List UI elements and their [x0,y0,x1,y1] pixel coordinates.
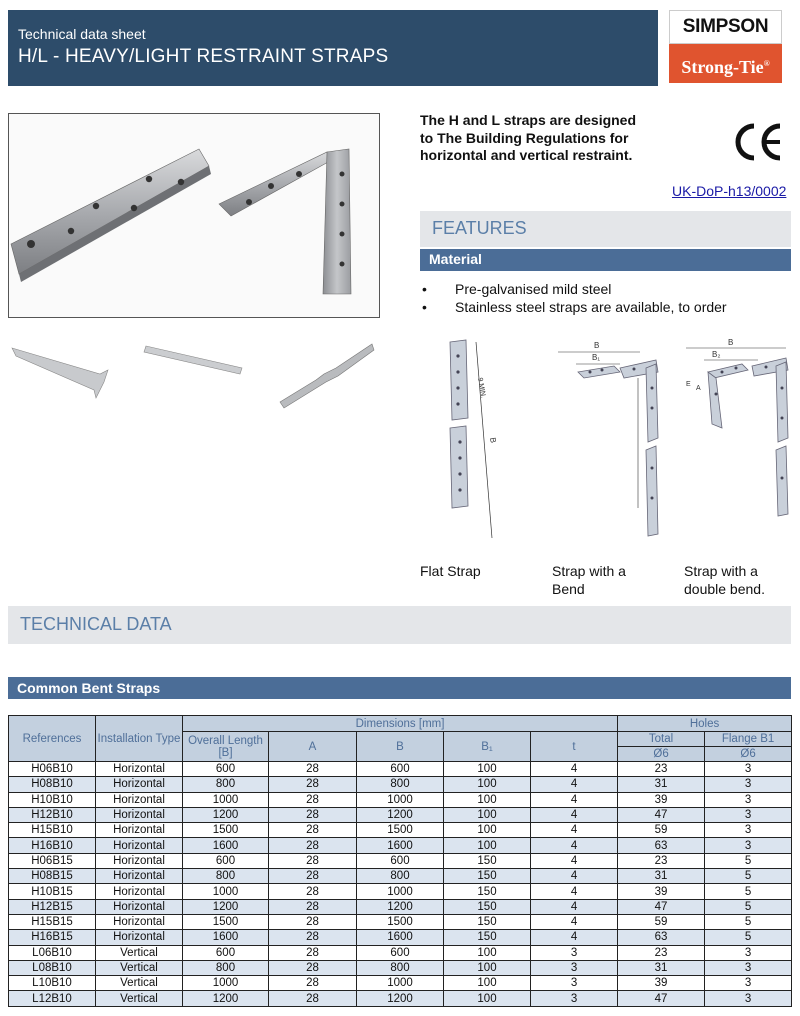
table-cell: 1200 [357,991,444,1006]
table-cell: 150 [444,899,531,914]
table-cell: 3 [705,807,792,822]
table-cell: 1500 [183,823,269,838]
table-cell: 4 [531,884,618,899]
col-flange-diameter: Ø6 [705,747,792,762]
bent-strap-diagram [550,338,660,553]
table-cell: Horizontal [96,914,183,929]
header-banner [8,10,658,86]
table-cell: 28 [269,807,357,822]
table-cell: 5 [705,884,792,899]
table-cell: 1200 [183,899,269,914]
table-cell: 63 [618,930,705,945]
table-cell: H10B15 [9,884,96,899]
table-cell: Horizontal [96,762,183,777]
table-row [9,762,792,777]
thumbnail-bent-strap[interactable] [8,338,112,414]
table-cell: Vertical [96,945,183,960]
table-row [9,976,792,991]
table-cell: 5 [705,899,792,914]
table-cell: 1000 [357,792,444,807]
table-cell: 1000 [357,976,444,991]
table-cell: 3 [705,991,792,1006]
header-subtitle: Technical data sheet [18,26,146,42]
table-cell: H06B10 [9,762,96,777]
table-cell: Vertical [96,991,183,1006]
logo-bottom [669,44,782,83]
table-cell: 39 [618,792,705,807]
thumbnail-bent-strap-graphic [8,338,112,414]
table-cell: 1600 [357,838,444,853]
intro-text: The H and L straps are designed to The Building Regulations for horizontal and vertical restraint. [420,112,637,163]
bent-strap-caption: Strap with a Bend [552,563,626,597]
col-t: t [531,732,618,762]
table-cell: 1200 [183,807,269,822]
table-row [9,899,792,914]
table-cell: 5 [705,853,792,868]
table-cell: 100 [444,991,531,1006]
table-cell: 3 [705,777,792,792]
table-cell: 28 [269,930,357,945]
double-bend-diagram [682,338,792,553]
col-installation: Installation Type [96,716,183,762]
table-cell: 3 [531,991,618,1006]
col-holes: Holes [618,716,792,732]
thumbnail-flat-strap-graphic [142,338,246,414]
col-b: B [357,732,444,762]
table-cell: 100 [444,838,531,853]
table-cell: 28 [269,960,357,975]
bullet-mark: • [422,281,427,297]
table-cell: 28 [269,869,357,884]
table-cell: 100 [444,762,531,777]
strap-photo-graphic [9,114,380,318]
col-total: Total [618,732,705,747]
table-cell: 1000 [183,884,269,899]
table-row [9,914,792,929]
col-total-diameter: Ø6 [618,747,705,762]
col-b1: B₁ [444,732,531,762]
table-cell: L10B10 [9,976,96,991]
product-photo [8,113,380,318]
table-row [9,853,792,868]
table-cell: 1000 [183,792,269,807]
table-cell: H10B10 [9,792,96,807]
thumbnail-twisted-strap-graphic [276,338,380,414]
table-cell: 31 [618,869,705,884]
table-cell: H15B15 [9,914,96,929]
table-cell: H12B10 [9,807,96,822]
table-cell: Horizontal [96,823,183,838]
col-overall-length: Overall Length [B] [183,732,269,762]
table-cell: 800 [183,960,269,975]
table-cell: 1600 [183,838,269,853]
table-cell: 1000 [183,976,269,991]
table-cell: 28 [269,976,357,991]
dim-e-label: E [686,381,691,388]
table-cell: 4 [531,838,618,853]
logo-top: SIMPSON [669,10,782,44]
table-cell: 28 [269,884,357,899]
ce-mark [730,118,785,166]
table-cell: Horizontal [96,853,183,868]
table-cell: 800 [357,869,444,884]
thumbnail-flat-strap[interactable] [142,338,246,414]
table-cell: 1500 [357,823,444,838]
flat-strap-diagram [420,338,530,553]
table-cell: 3 [531,945,618,960]
table-cell: 4 [531,930,618,945]
table-cell: 800 [357,960,444,975]
table-cell: H16B15 [9,930,96,945]
table-cell: 4 [531,807,618,822]
table-cell: 3 [705,960,792,975]
table-cell: 23 [618,762,705,777]
table-cell: 3 [705,762,792,777]
double-bend-graphic [682,338,792,548]
list-item [420,298,790,316]
table-cell: 100 [444,976,531,991]
table-cell: Horizontal [96,777,183,792]
table-row [9,838,792,853]
table-cell: 31 [618,960,705,975]
table-cell: 1200 [357,899,444,914]
table-cell: 1600 [357,930,444,945]
table-cell: 4 [531,869,618,884]
table-cell: 150 [444,914,531,929]
table-cell: 47 [618,991,705,1006]
dim-b1-label: B₁ [592,353,601,362]
table-row [9,960,792,975]
bent-strap-graphic [550,338,660,548]
dim-b2-label: B₂ [712,350,721,359]
double-bend-caption: Strap with a double bend. [684,563,765,597]
thumbnail-twisted-strap[interactable] [276,338,380,414]
table-cell: 59 [618,914,705,929]
table-cell: 3 [705,823,792,838]
table-cell: 3 [531,976,618,991]
table-cell: 100 [444,777,531,792]
straps-table [8,715,792,1007]
table-row [9,792,792,807]
table-cell: 150 [444,853,531,868]
table-cell: 28 [269,853,357,868]
table-cell: 3 [705,976,792,991]
table-cell: 28 [269,823,357,838]
col-dimensions: Dimensions [mm] [183,716,618,732]
table-row [9,869,792,884]
table-cell: 150 [444,930,531,945]
logo-bottom-text: Strong-Tie [681,57,764,77]
table-cell: H12B15 [9,899,96,914]
table-cell: 800 [183,777,269,792]
table-cell: 150 [444,869,531,884]
table-cell: 800 [357,777,444,792]
table-cell: 28 [269,762,357,777]
page-title: H/L - HEAVY/LIGHT RESTRAINT STRAPS [18,46,389,67]
table-row [9,884,792,899]
flat-strap-graphic [420,338,530,548]
table-cell: 47 [618,807,705,822]
table-cell: 4 [531,853,618,868]
table-cell: 28 [269,991,357,1006]
list-item-text: Stainless steel straps are available, to order [455,299,727,315]
table-cell: 1600 [183,930,269,945]
table-cell: 4 [531,914,618,929]
table-cell: 600 [357,853,444,868]
logo-registered-mark: ® [763,59,770,68]
bullet-mark: • [422,299,427,315]
table-cell: 28 [269,792,357,807]
table-cell: 1500 [357,914,444,929]
table-row [9,991,792,1006]
table-row [9,945,792,960]
table-cell: 1200 [357,807,444,822]
table-cell: 1000 [357,884,444,899]
table-cell: L12B10 [9,991,96,1006]
table-cell: H08B15 [9,869,96,884]
table-cell: 150 [444,884,531,899]
table-cell: 3 [705,838,792,853]
dim-b-label: B [594,341,600,350]
table-cell: 4 [531,792,618,807]
table-row [9,823,792,838]
table-cell: Horizontal [96,884,183,899]
table-cell: 3 [531,960,618,975]
table-cell: 1200 [183,991,269,1006]
ce-icon [730,118,785,166]
technical-data-heading: TECHNICAL DATA [8,606,791,644]
table-cell: 28 [269,914,357,929]
table-cell: 28 [269,945,357,960]
table-cell: 100 [444,792,531,807]
dop-link[interactable]: UK-DoP-h13/0002 [672,183,787,199]
table-cell: 28 [269,777,357,792]
table-cell: 4 [531,762,618,777]
table-row [9,807,792,822]
table-cell: 3 [705,945,792,960]
table-row [9,930,792,945]
table-cell: 39 [618,976,705,991]
table-cell: Horizontal [96,869,183,884]
table-cell: 600 [357,945,444,960]
simpson-logo [669,10,782,83]
list-item [420,280,790,298]
material-list [420,280,790,316]
table-cell: 1500 [183,914,269,929]
col-flange: Flange B1 [705,732,792,747]
table-cell: 100 [444,960,531,975]
table-cell: 600 [183,945,269,960]
table-cell: 31 [618,777,705,792]
table-cell: 4 [531,777,618,792]
table-cell: 23 [618,945,705,960]
table-cell: Horizontal [96,792,183,807]
table-cell: 28 [269,838,357,853]
table-cell: L06B10 [9,945,96,960]
common-bent-straps-heading: Common Bent Straps [8,677,791,699]
table-cell: 5 [705,869,792,884]
table-cell: 4 [531,823,618,838]
table-cell: 4 [531,899,618,914]
table-cell: Vertical [96,960,183,975]
dim-a-label: A [696,385,701,392]
table-cell: 3 [705,792,792,807]
table-cell: 600 [183,853,269,868]
table-cell: 63 [618,838,705,853]
table-cell: 800 [183,869,269,884]
table-cell: 59 [618,823,705,838]
table-cell: H08B10 [9,777,96,792]
table-cell: L08B10 [9,960,96,975]
dim-b-label: B [728,338,734,347]
features-heading: FEATURES [420,211,791,247]
table-cell: Horizontal [96,807,183,822]
dim-b-label: B [488,436,498,444]
table-cell: 100 [444,807,531,822]
col-references: References [9,716,96,762]
table-cell: H16B10 [9,838,96,853]
table-cell: 47 [618,899,705,914]
table-cell: 100 [444,823,531,838]
material-heading: Material [420,249,791,271]
table-cell: 5 [705,914,792,929]
table-cell: 23 [618,853,705,868]
table-row [9,777,792,792]
table-cell: H06B15 [9,853,96,868]
dim-min-label: 9 MIN. [476,377,487,399]
table-cell: H15B10 [9,823,96,838]
table-cell: Horizontal [96,930,183,945]
table-cell: 600 [357,762,444,777]
table-cell: 28 [269,899,357,914]
table-cell: Horizontal [96,838,183,853]
table-cell: Vertical [96,976,183,991]
flat-strap-caption: Flat Strap [420,563,481,579]
table-cell: 39 [618,884,705,899]
table-cell: 100 [444,945,531,960]
table-cell: Horizontal [96,899,183,914]
list-item-text: Pre-galvanised mild steel [455,281,612,297]
table-cell: 600 [183,762,269,777]
table-cell: 5 [705,930,792,945]
col-a: A [269,732,357,762]
